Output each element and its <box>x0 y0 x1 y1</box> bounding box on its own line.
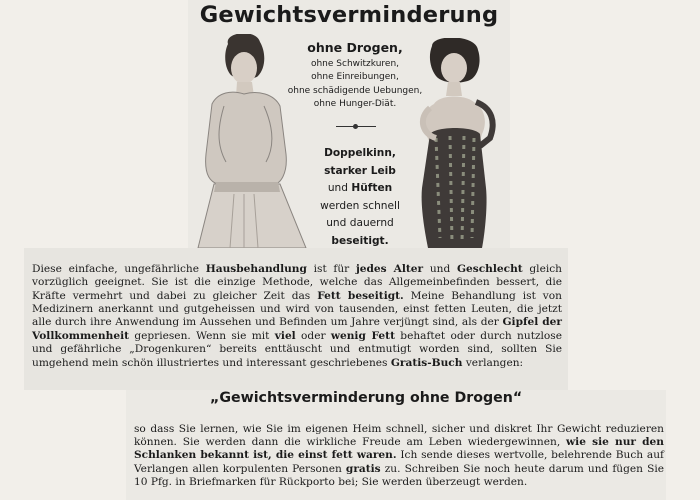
claim-text: und <box>327 182 352 194</box>
body-emphasis: wenig Fett <box>330 329 395 342</box>
body-text: behaftet oder durch nutzlose und gefährliche „Drogenkuren“ bereits enttäuscht und entmutigt worden sind, sollten Sie umgehend mein schön illustriertes und interessant geschriebenes <box>32 329 563 369</box>
body-emphasis: viel <box>274 329 296 342</box>
without-item: ohne schädigende Uebungen, <box>287 85 423 96</box>
body-text: ist für <box>306 262 356 275</box>
body-text: verlangen: <box>462 356 524 369</box>
body-emphasis: Hausbehandlung <box>205 262 307 275</box>
body-text: gepriesen. Wenn sie mit <box>129 329 275 342</box>
without-item: ohne Einreibungen, <box>311 72 399 83</box>
body-paragraph <box>32 263 562 371</box>
without-item: ohne Schwitzkuren, <box>310 59 400 69</box>
offer-paragraph <box>134 423 664 490</box>
without-item: ohne Hunger-Diät. <box>313 99 397 110</box>
body-text: und <box>423 262 457 275</box>
body-text: Meine Behandlung ist von Medizinern anerkannt und gutgeheissen und wird von tausenden, einst fetten Leuten, die jetzt alle durch ihre Anwendung im Aussehen und Befinden um Jahre verjüngt sind, als der <box>32 289 562 329</box>
ad-title: Gewichtsverminderung <box>199 2 499 28</box>
ad-subtitle: ohne Drogen, <box>307 40 403 55</box>
body-emphasis: Fett beseitigt. <box>317 289 404 302</box>
illustration-panel <box>188 0 510 250</box>
body-text: gleich vorzüglich geeignet. Sie ist die einzige Methode, welche das Allgemeinbefinden bessert, die Kräfte vermehrt und dabei zu gleicher Zeit das <box>32 262 562 302</box>
body-emphasis: Gratis-Buch <box>390 356 463 369</box>
offer-emphasis: wie sie nur den Schlanken bekannt ist, die einst fett waren. <box>134 436 664 462</box>
offer-text: Ich sende dieses wertvolle, belehrende Buch auf Verlangen allen korpulenten Personen <box>134 449 664 475</box>
offer-text: zu. Schreiben Sie noch heute darum und fügen Sie 10 Pfg. in Briefmarken für Rückporto bei; Sie werden überzeugt werden. <box>134 462 664 489</box>
body-emphasis: Gipfel der Vollkommenheit <box>32 316 563 342</box>
book-title: „Gewichtsverminderung ohne Drogen“ <box>210 390 523 406</box>
offer-emphasis: gratis <box>345 462 381 475</box>
book-offer-panel <box>126 390 666 500</box>
claim-line: starker Leib <box>324 164 396 177</box>
claim-line <box>310 180 410 198</box>
body-emphasis: jedes Alter <box>355 262 424 275</box>
claim-text-bold: Hüften <box>351 182 393 194</box>
without-list <box>286 58 424 112</box>
body-text: Diese einfache, ungefährliche <box>32 262 206 275</box>
claim-line: beseitigt. <box>331 234 389 247</box>
main-text-panel <box>24 248 568 390</box>
body-emphasis: Geschlecht <box>456 262 523 275</box>
woman-after-illustration <box>406 38 502 248</box>
offer-text: so dass Sie lernen, wie Sie im eigenen Heim schnell, sicher und diskret Ihr Gewicht reduzieren können. Sie werden dann die wirkliche Freude am Leben wiedergewinnen, <box>134 422 664 448</box>
claim-line: werden schnell <box>320 199 400 212</box>
side-claims <box>310 145 410 250</box>
divider-ornament <box>353 124 358 129</box>
claim-line: und dauernd <box>326 217 394 229</box>
claim-line: Doppelkinn, <box>324 147 396 159</box>
body-text: oder <box>295 329 331 342</box>
